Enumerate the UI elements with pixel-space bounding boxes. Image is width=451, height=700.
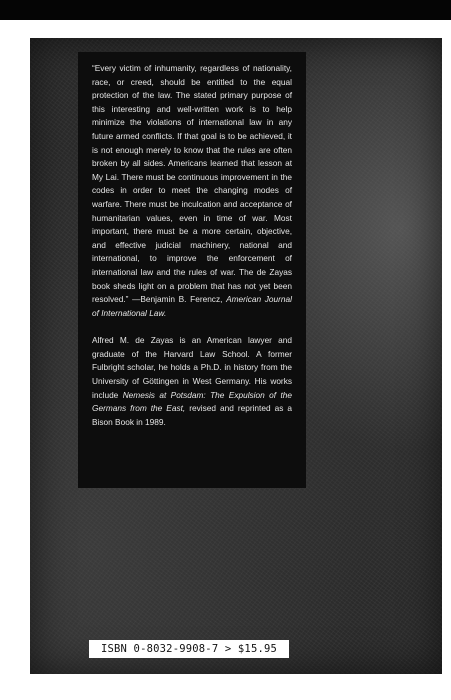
other-work-title: Nemesis at Potsdam: The Expulsion of the Germans from the East, (92, 389, 292, 414)
author-bio (92, 334, 292, 429)
review-source: American Journal of International Law. (92, 294, 292, 318)
author-bio-ending: revised and reprinted as a Bison Book in 1989. (92, 403, 292, 427)
isbn-price-label: ISBN 0-8032-9908-7 > $15.95 (89, 640, 289, 658)
review-quote (92, 62, 292, 320)
review-quote-text: “Every victim of inhumanity, regardless of nationality, race, or creed, should be entitled to the equal protection of the law. The stated primary purpose of this interesting and well-written work is to help minimize the violations of international law in any future armed conflicts. If that goal is to be achieved, it is not enough merely to know that the rules are often broken by all sides. Americans learned that lesson at My Lai. There must be continuous improvement in the codes in order to meet the changing modes of warfare. There must be inculcation and acceptance of humanitarian values, even in time of war. Most important, there must be a more certain, objective, and effective judicial machinery, national and international, to improve the enforcement of international law and the rules of war. The de Zayas book sheds light on a problem that has not yet been resolved.” —Benjamin B. Ferencz, (92, 63, 292, 305)
blurb-text (92, 62, 292, 429)
scan-top-edge (0, 0, 451, 20)
author-bio-text: Alfred M. de Zayas is an American lawyer and graduate of the Harvard Law School. A former Fulbright scholar, he holds a Ph.D. in history from the University of Göttingen in West Germany. His works include (92, 335, 292, 400)
